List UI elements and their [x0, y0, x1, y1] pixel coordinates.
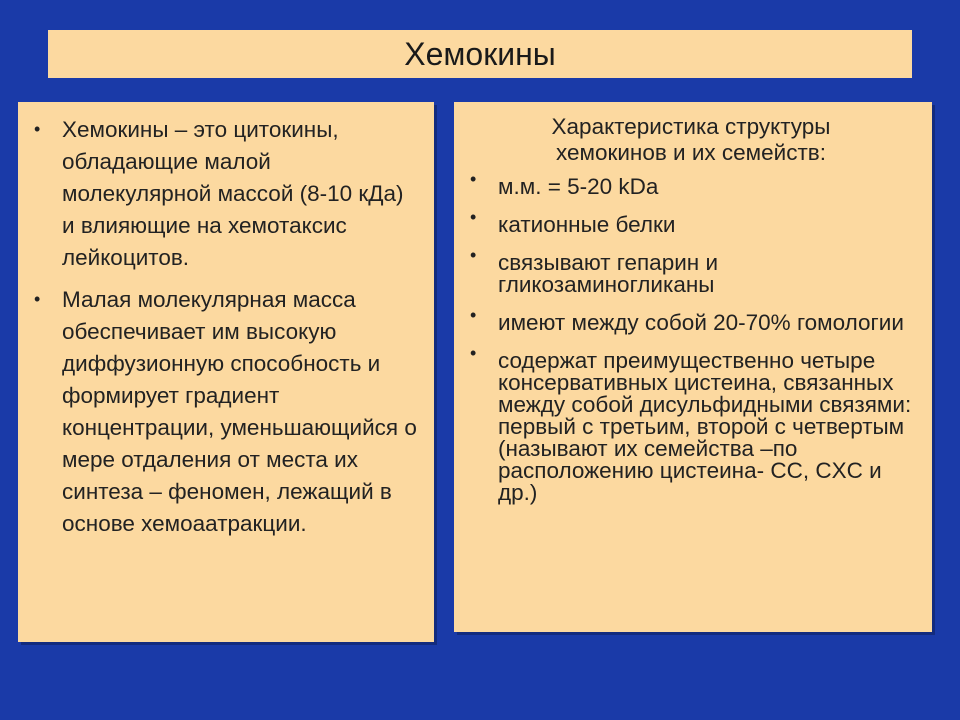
list-item-text: Хемокины – это цитокины, обладающие малой молекулярной массой (8-10 кДа) и влияющие на хемотаксис лейкоцитов.	[62, 117, 404, 270]
right-bullet-list	[464, 169, 918, 505]
left-panel	[18, 102, 434, 642]
list-item-text: связывают гепарин и гликозаминогликаны	[498, 250, 719, 297]
list-item	[464, 305, 918, 335]
bullet-icon: •	[34, 289, 41, 309]
bullet-icon: •	[470, 343, 477, 363]
list-item-text: м.м. = 5-20 kDa	[498, 174, 659, 199]
right-panel	[454, 102, 932, 632]
bullet-icon: •	[34, 119, 41, 139]
list-item-text: катионные белки	[498, 212, 676, 237]
bullet-icon: •	[470, 305, 477, 325]
list-item-text: имеют между собой 20-70% гомологии	[498, 310, 904, 335]
list-item	[28, 114, 420, 274]
list-item	[464, 207, 918, 237]
slide-title	[48, 30, 912, 78]
left-bullet-list	[28, 114, 420, 540]
list-item	[464, 343, 918, 505]
bullet-icon: •	[470, 169, 477, 189]
right-panel-heading	[464, 114, 918, 166]
bullet-icon: •	[470, 245, 477, 265]
heading-line-1: Характеристика структуры	[551, 114, 831, 139]
list-item	[464, 169, 918, 199]
bullet-icon: •	[470, 207, 477, 227]
list-item	[464, 245, 918, 297]
list-item-text: содержат преимущественно четыре консервативных цистеина, связанных между собой дисульфидными связями: первый с третьим, второй с четвертым (называют их семейства –по расположению цистеина- CC, CXC и др.)	[498, 348, 912, 505]
heading-line-2: хемокинов и их семейств:	[555, 140, 826, 165]
slide-title-text: Хемокины	[404, 35, 556, 72]
list-item-text: Малая молекулярная масса обеспечивает им высокую диффузионную способность и формирует градиент концентрации, уменьшающийся о мере отдаления от места их синтеза – феномен, лежащий в основе хемоаатракции.	[62, 287, 417, 536]
list-item	[28, 284, 420, 540]
